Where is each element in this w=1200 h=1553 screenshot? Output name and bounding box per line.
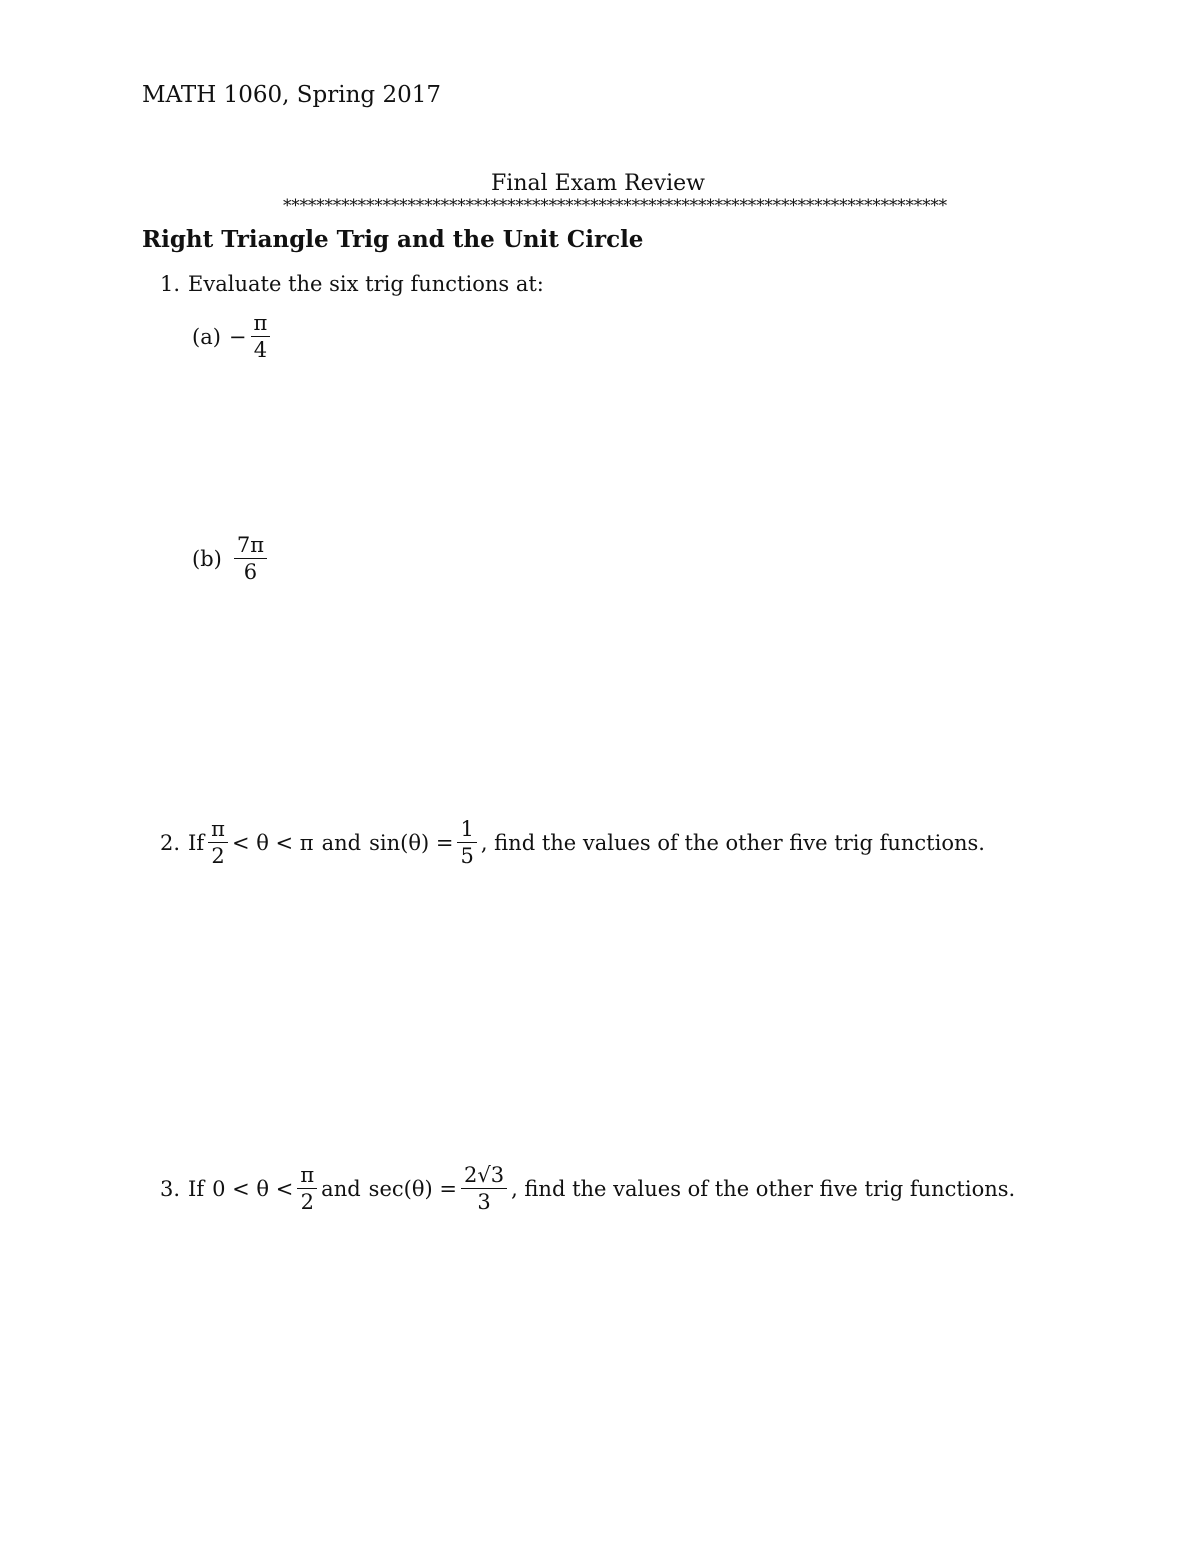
part-label: (a) [192,324,221,349]
fraction-7pi-over-6 [234,534,267,583]
if-word: If [188,830,205,855]
fraction-numerator: 1 [457,818,476,843]
fraction-pi-over-2 [208,818,228,867]
if-word: If [188,1176,205,1201]
fraction-numerator: 7π [234,534,267,559]
and-word: and [321,1176,361,1201]
fraction-denominator: 5 [460,844,474,869]
fraction-2root3-over-3 [461,1164,507,1213]
fraction-pi-over-2 [297,1164,317,1213]
question-number: 2. [160,830,181,855]
course-header: MATH 1060, Spring 2017 [142,82,441,108]
radicand: 3 [490,1163,505,1187]
fraction-numerator: π [208,818,228,843]
question-number: 3. [160,1176,181,1201]
question-3 [160,1164,1015,1213]
question-prompt: Evaluate the six trig functions at: [188,272,544,296]
and-word: and [321,830,362,855]
fraction-pi-over-4 [251,312,271,361]
coefficient: 2 [463,1163,478,1187]
question-number: 1. [160,272,181,296]
star-divider: ******************************************************************************** [282,196,947,216]
fraction-numerator: π [251,312,271,337]
sqrt-symbol: √ [477,1163,491,1187]
fraction-denominator: 3 [477,1190,491,1215]
question-tail: , find the values of the other five trig functions. [511,1176,1016,1201]
minus-sign: − [228,324,247,349]
inequality: 0 < θ < [212,1176,294,1201]
fraction-denominator: 2 [211,844,225,869]
section-heading: Right Triangle Trig and the Unit Circle [142,226,644,253]
fraction-numerator: π [297,1164,317,1189]
question-1b [192,534,271,583]
page-title: Final Exam Review [491,171,705,196]
function-expression: sin(θ) = [369,830,454,855]
part-label: (b) [192,546,222,571]
fraction-denominator: 6 [243,560,258,585]
fraction-denominator: 2 [300,1190,314,1215]
fraction-numerator [461,1164,507,1189]
function-expression: sec(θ) = [368,1176,457,1201]
question-tail: , find the values of the other five trig functions. [480,830,985,855]
inequality: < θ < π [231,830,314,855]
fraction-denominator: 4 [253,338,268,363]
question-1 [160,272,544,296]
question-2 [160,818,985,867]
fraction-1-over-5 [457,818,476,867]
question-1a [192,312,274,361]
